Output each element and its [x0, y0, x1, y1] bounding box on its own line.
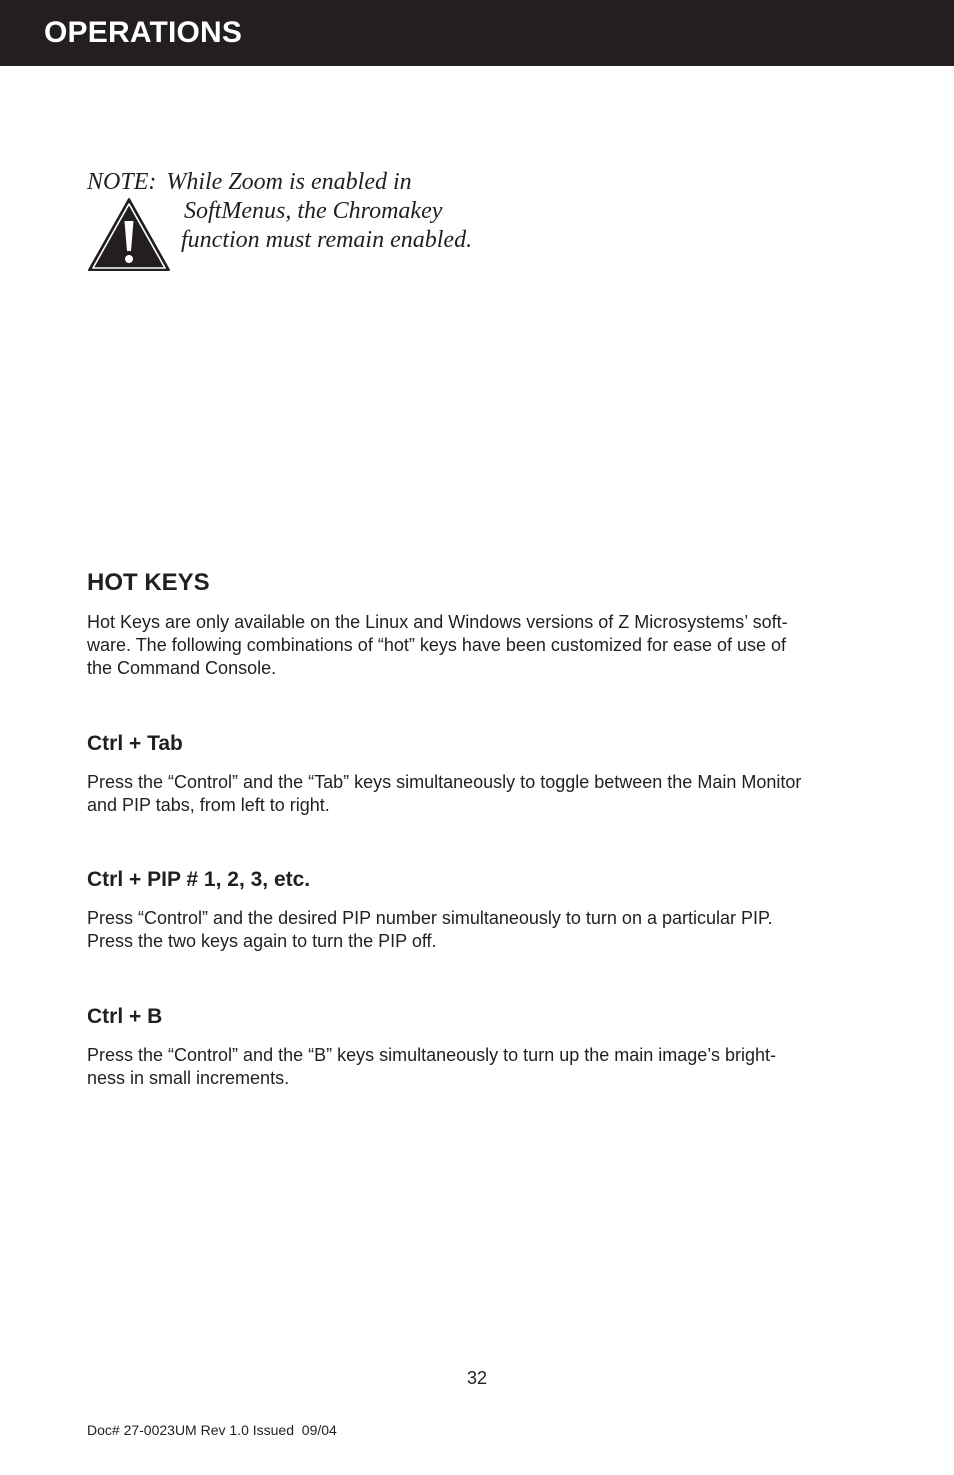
paragraph-line: Press the two keys again to turn the PIP off.	[87, 931, 437, 951]
note-line: function must remain enabled.	[181, 227, 473, 253]
ctrl-tab-heading: Ctrl + Tab	[87, 732, 183, 755]
paragraph-line: Press the “Control” and the “Tab” keys simultaneously to toggle between the Main Monitor	[87, 772, 802, 792]
note-callout	[87, 166, 507, 276]
paragraph-line: Press “Control” and the desired PIP number simultaneously to turn on a particular PIP.	[87, 908, 773, 928]
ctrl-pip-heading: Ctrl + PIP # 1, 2, 3, etc.	[87, 868, 311, 891]
note-label: NOTE:	[87, 169, 157, 195]
paragraph-line: the Command Console.	[87, 658, 277, 678]
header-bar	[0, 0, 954, 66]
note-line	[87, 168, 412, 197]
note-line: SoftMenus, the Chromakey	[184, 198, 443, 224]
paragraph-line: Press the “Control” and the “B” keys simultaneously to turn up the main image’s bright-	[87, 1045, 776, 1065]
note-text: While Zoom is enabled in	[166, 169, 412, 195]
page-section-title: OPERATIONS	[44, 16, 243, 49]
warning-icon	[87, 197, 171, 273]
paragraph-line: and PIP tabs, from left to right.	[87, 795, 330, 815]
page-number: 32	[466, 1368, 488, 1388]
hot-keys-heading: HOT KEYS	[87, 569, 210, 596]
ctrl-pip-paragraph	[87, 907, 877, 953]
paragraph-line: ness in small increments.	[87, 1068, 290, 1088]
hot-keys-paragraph	[87, 611, 877, 680]
ctrl-b-heading: Ctrl + B	[87, 1005, 163, 1028]
document-id: Doc# 27-0023UM Rev 1.0 Issued 09/04	[87, 1422, 337, 1438]
ctrl-b-paragraph	[87, 1044, 877, 1090]
paragraph-line: Hot Keys are only available on the Linux and Windows versions of Z Microsystems’ soft-	[87, 612, 788, 632]
paragraph-line: ware. The following combinations of “hot” keys have been customized for ease of use of	[87, 635, 787, 655]
ctrl-tab-paragraph	[87, 771, 877, 817]
